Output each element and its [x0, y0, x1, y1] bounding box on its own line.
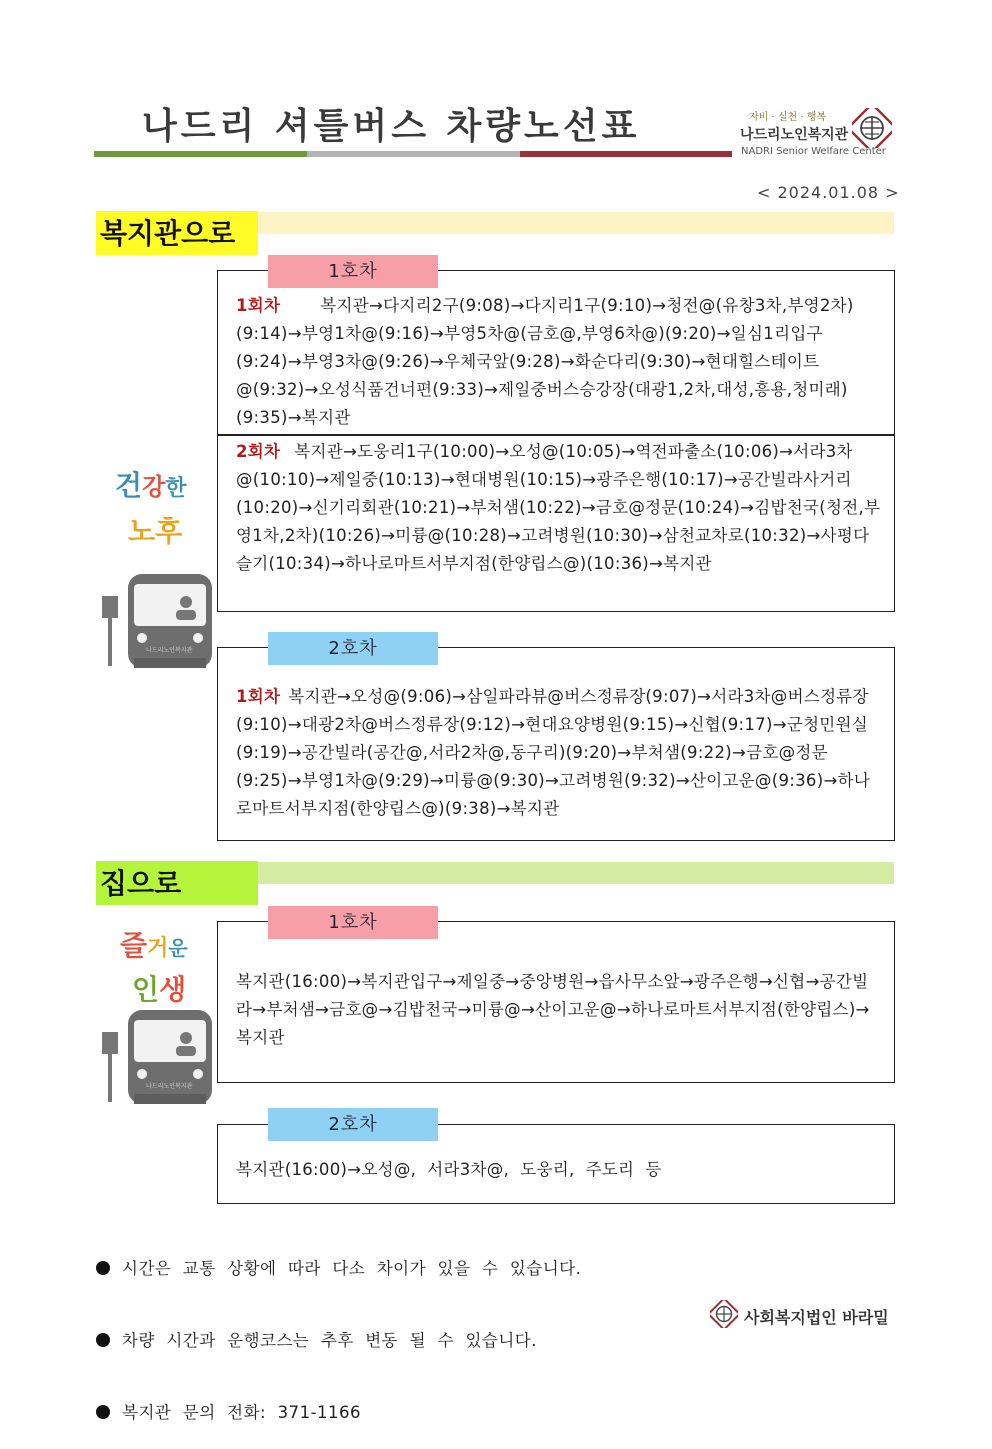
round-label: 1회차 [236, 687, 281, 706]
side-char: 즐 [120, 929, 148, 962]
logo-english: NADRI Senior Welfare Center [741, 146, 886, 157]
section-bar-to-home [258, 862, 894, 884]
side-char: 한 [165, 476, 187, 501]
page-title: 나드리 셔틀버스 차량노선표 [142, 106, 641, 147]
side-char: 생 [159, 973, 187, 1006]
side-word-joyful [120, 924, 188, 964]
route-text: 복지관→도웅리1구(10:00)→오성@(10:05)→역전파출소(10:06)→서라3차@(10:10)→제일중(10:13)→현대병원(10:15)→광주은행(10:17)→공간빌라사거리(10:20)→신기리회관(10:21)→부처샘(10:22)→금호@정문(10:24)→김밥천국(청전,부영1차,2차)(10:26)→미륭@(10:28)→고려병원(10:30)→삼천교차로(10:32)→사평다슬기(10:34)→하나로마트서부지점(한양립스@)(10:36)→복지관 [236, 442, 881, 573]
center-emblem-icon [852, 108, 892, 148]
round-label: 1회차 [236, 296, 281, 315]
section-label-to-home: 집으로 [96, 861, 258, 905]
home-bus2-route: 복지관(16:00)→오성@, 서라3차@, 도웅리, 주도리 등 [236, 1160, 662, 1179]
note-text: 차량 시간과 운행코스는 추후 변동 될 수 있습니다. [122, 1331, 537, 1350]
section-bar-to-center [258, 212, 894, 234]
side-char: 건 [115, 469, 143, 502]
side-char: 강 [142, 473, 166, 501]
side-char: 거 [147, 936, 169, 961]
note-text: 시간은 교통 상황에 따라 다소 차이가 있을 수 있습니다. [122, 1259, 582, 1278]
bullet-icon [96, 1405, 110, 1419]
side-char: 후 [155, 515, 183, 548]
home-bus1-tag: 1호차 [268, 906, 438, 939]
date-stamp: < 2024.01.08 > [757, 183, 900, 202]
bus1-round-divider [217, 434, 895, 436]
bullet-icon [96, 1333, 110, 1347]
side-char: 노 [128, 515, 156, 548]
bus2-tag: 2호차 [268, 632, 438, 665]
note-item [96, 1257, 581, 1281]
home-bus2-tag: 2호차 [268, 1108, 438, 1141]
side-char: 운 [168, 936, 188, 960]
bus-sign-text: 나드리노인복지관 [146, 1083, 193, 1090]
bus1-round2 [236, 438, 884, 578]
side-word-old-age [128, 510, 182, 550]
route-text: 복지관→오성@(9:06)→삼일파라뷰@버스정류장(9:07)→서라3차@버스정류장(9:10)→대광2차@버스정류장(9:12)→현대요양병원(9:15)→신협(9:17)→군청민원실(9:19)→공간빌라(공간@,서라2차@,동구리)(9:20)→부처샘(9:22)→금호@정문(9:25)→부영1차@(9:29)→미륭@(9:30)→고려병원(9:32)→산이고운@(9:36)→하나로마트서부지점(한양립스@)(9:38)→복지관 [236, 687, 871, 818]
bus1-tag: 1호차 [268, 255, 438, 288]
home-bus1-route: 복지관(16:00)→복지관입구→제일중→중앙병원→읍사무소앞→광주은행→신협→공간빌라→부처샘→금호@→김밥천국→미륭@→산이고운@→하나로마트서부지점(한양립스)→복지관 [236, 972, 870, 1047]
route-text: 복지관→다지리2구(9:08)→다지리1구(9:10)→청전@(유창3차,부영2차)(9:14)→부영1차@(9:16)→부영5차@(금호@,부영6차@)(9:20)→일심1리입구(9:24)→부영3차@(9:26)→우체국앞(9:28)→화순다리(9:30)→현대힐스테이트@(9:32)→오성식품건너편(9:33)→제일중버스승강장(대광1,2차,대성,흥용,청미래)(9:35)→복지관 [236, 296, 854, 427]
note-text: 복지관 문의 전화: 371-1166 [122, 1403, 362, 1422]
bus-sign-text: 나드리노인복지관 [146, 647, 193, 654]
note-item [96, 1401, 581, 1425]
bus1-round1 [236, 292, 884, 432]
section-label-to-center: 복지관으로 [96, 211, 258, 255]
notes-list [96, 1209, 581, 1449]
logo-name: 나드리노인복지관 [740, 127, 849, 143]
bus-stop-icon [98, 570, 216, 672]
foundation-emblem-icon [710, 1300, 738, 1328]
logo-slogan: 자비 · 실천 · 행복 [749, 112, 827, 123]
title-rule-red [520, 151, 732, 157]
footer-org-name: 사회복지법인 바라밀 [744, 1308, 889, 1327]
note-item [96, 1329, 581, 1353]
title-rule-green [94, 151, 307, 157]
bus-stop-icon [98, 1006, 216, 1108]
round-label: 2회차 [236, 442, 281, 461]
title-rule-gray [307, 151, 520, 157]
bullet-icon [96, 1261, 110, 1275]
side-word-healthy [115, 464, 187, 504]
side-word-life [132, 968, 186, 1008]
side-char: 인 [132, 973, 160, 1006]
bus2-round1 [236, 683, 884, 823]
